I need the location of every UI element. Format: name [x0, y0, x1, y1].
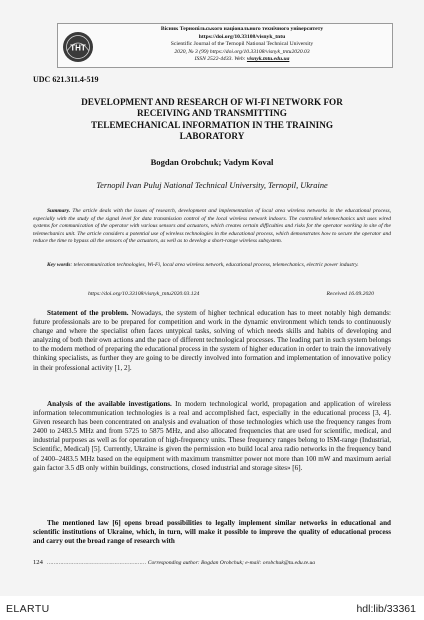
received-date: Received 16.09.2020 — [326, 291, 374, 297]
handle-label: hdl:lib/33361 — [356, 603, 416, 615]
abstract-text: The article deals with the issues of research, development and implementation of local area wireless networks in the educational process, especially with the study of the signal level for data transmission control of the local wireless network indoors. The controlled telemechanics unit uses wired systems for communication of the operator with various sensors and actuators, which creates certain difficulties and risks for the operator working in site of the telemechanics unit. The article considers a potential use of wireless technologies in the educational process, which demonstrates how to secure the operator and reduce the time to bypass all the sensors of the actuators, as well as to develop a short-range wireless subsystem. — [33, 208, 391, 245]
body-paragraph-3: The mentioned law [6] opens broad possibilities to legally implement similar networks in educational and scientific institutions of Ukraine, which, in turn, will make it possible to improve the quality of educational process and carry out the broad range of research with — [33, 519, 391, 546]
issn-line — [98, 56, 386, 64]
journal-name-ua: Вісник Тернопільського національного технічного університету — [160, 26, 324, 32]
journal-doi[interactable]: https://doi.org/10.33108/visnyk_tntu — [198, 33, 286, 40]
keywords-text: : telecommunication technologies, Wi-Fi, local area wireless network, educational process, telemechanics, electric power industry. — [70, 262, 359, 268]
issn-text: ISSN 2522-4433. Web: — [194, 56, 247, 63]
page-footer — [33, 559, 391, 566]
keywords — [33, 262, 391, 270]
udc-code: UDC 621.311.4-519 — [33, 75, 99, 84]
article-doi[interactable]: https://doi.org/10.33108/visnyk_tntu2020.03.124 — [88, 291, 200, 297]
journal-name-en: Scientific Journal of the Ternopil National Technical University — [170, 41, 314, 48]
logo-text: ТНТ — [70, 43, 86, 53]
section-heading: Statement of the problem. — [47, 309, 129, 317]
body-paragraph-1 — [33, 309, 391, 373]
authors: Bogdan Orobchuk; Vadym Koval — [150, 157, 274, 167]
repository-label: ELARTU — [6, 603, 50, 615]
keywords-label: Key words — [47, 262, 71, 268]
title-line: TELEMECHANICAL INFORMATION IN THE TRAINING — [91, 119, 333, 130]
paper-title — [40, 97, 384, 142]
paragraph-text: Nowadays, the system of higher technical education has to meet notably high demands: future professionals are to be prepared for competition and work in the dynamic environment which tends to continuously change and where the specialist often faces untypical tasks, solving of which needs skills and habits of developing and analyzing of both their own actions and the pace of different technological processes. The leading part in such system belongs to the modern method of preparing the educational process in the system of higher education in order to train the innovatively thinking specialists, as further they are going to be directly involved into formation and implementation of innovative policy in their professional activity [1, 2]. — [33, 309, 391, 372]
paragraph-text: In modern technological world, propagation and application of wireless information telecommunication technologies is a real and accomplished fact, especially in the educational process [3, 4]. Given research has been concentrated on analysis and evaluation of those technologies which use the frequency ranges from 2400 to 2483.5 MHz and from 5725 to 5875 MHz, and also allocated frequencies that are used for scientific, medical, and industrial purposes as well as for operation of high-frequency units. These frequency ranges belong to ISM-range (Industrial, Scientific, Medical) [5]. Currently, Ukraine is given the permission «to build local area radio networks in the frequency band of 2400–2483.5 MHz based on the equipment with maximum transmitter power not more than 100 mW and maximum aerial gain factor 3.5 dB only within buildings, constructions, closed industrial and storage sites» [6]. — [33, 400, 392, 472]
abstract — [33, 208, 391, 246]
body-paragraph-2 — [33, 400, 391, 473]
title-line: DEVELOPMENT AND RESEARCH OF WI-FI NETWORK FOR — [81, 97, 343, 107]
title-line: RECEIVING AND TRANSMITTING — [137, 108, 287, 119]
corresponding-author: …………………………………………………… Corresponding author: Bogdan Orobchuk; e-mail: orobchuk@tu.edu.te.ua — [46, 560, 316, 566]
affiliation: Ternopil Ivan Puluj National Technical University, Ternopil, Ukraine — [96, 181, 328, 190]
title-line: LABORATORY — [179, 130, 245, 141]
journal-logo-icon — [62, 31, 94, 63]
issue-doi[interactable]: 2020, № 3 (99) https://doi.org/10.33108/visnyk_tntu2020.03 — [174, 48, 310, 55]
journal-header-text — [98, 26, 386, 64]
website-link[interactable]: visnyk.tntu.edu.ua — [246, 56, 290, 63]
section-heading: Analysis of the available investigations. — [47, 400, 172, 408]
abstract-label: Summary. — [47, 208, 71, 214]
page-number: 124 — [33, 559, 43, 566]
